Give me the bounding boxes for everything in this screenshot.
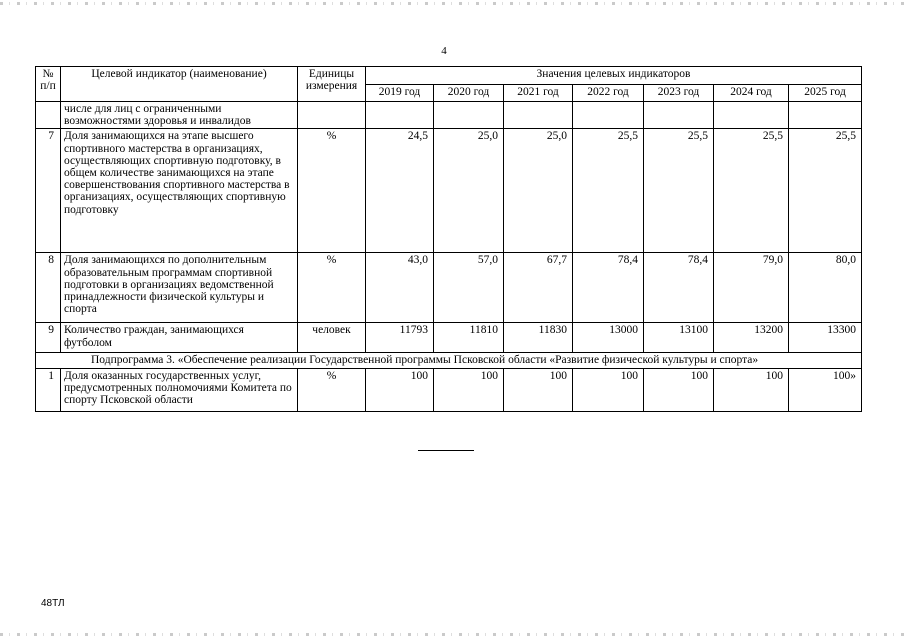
header-values-group: Значения целевых индикаторов: [366, 67, 862, 85]
row-value: 100: [504, 368, 573, 411]
row-unit: человек: [298, 323, 366, 353]
row-no: 8: [36, 253, 61, 323]
document-code: 48ТЛ: [41, 598, 65, 609]
row-value: [644, 102, 714, 129]
row-value: 80,0: [789, 253, 862, 323]
header-unit: Единицы измерения: [298, 67, 366, 102]
row-unit: %: [298, 253, 366, 323]
header-year: 2025 год: [789, 85, 862, 102]
row-value: 24,5: [366, 129, 434, 253]
table-row: [36, 253, 862, 323]
table-row: [36, 323, 862, 353]
row-value: 13100: [644, 323, 714, 353]
row-value: 78,4: [573, 253, 644, 323]
table-row: [36, 129, 862, 253]
row-value: 78,4: [644, 253, 714, 323]
row-value: 100: [714, 368, 789, 411]
row-value: 25,5: [644, 129, 714, 253]
row-value: [434, 102, 504, 129]
row-value: 11830: [504, 323, 573, 353]
header-no: № п/п: [36, 67, 61, 102]
row-name: Доля оказанных государственных услуг, предусмотренных полномочиями Комитета по спорту Псковской области: [61, 368, 298, 411]
row-value: [366, 102, 434, 129]
row-value: 25,5: [789, 129, 862, 253]
row-value: 13000: [573, 323, 644, 353]
header-year: 2020 год: [434, 85, 504, 102]
row-name: Доля занимающихся по дополнительным образовательным программам спортивной подготовки в организациях ведомственной принадлежности физической культуры и спорта: [61, 253, 298, 323]
row-value: 25,0: [434, 129, 504, 253]
row-value: 100: [644, 368, 714, 411]
row-value: 13200: [714, 323, 789, 353]
subprogram-row: [36, 353, 862, 368]
table-row: [36, 368, 862, 411]
footer-divider: [418, 450, 474, 451]
row-value: 100: [366, 368, 434, 411]
scan-edge-bottom: [0, 633, 905, 636]
row-value: [573, 102, 644, 129]
header-year: 2024 год: [714, 85, 789, 102]
row-value: 67,7: [504, 253, 573, 323]
table-row: [36, 102, 862, 129]
row-value: 11793: [366, 323, 434, 353]
scan-edge-top: [0, 2, 905, 5]
row-no: 9: [36, 323, 61, 353]
header-year: 2021 год: [504, 85, 573, 102]
row-value: 100»: [789, 368, 862, 411]
row-no: 1: [36, 368, 61, 411]
row-value: 25,5: [573, 129, 644, 253]
row-name: числе для лиц с ограниченными возможностями здоровья и инвалидов: [61, 102, 298, 129]
header-year: 2019 год: [366, 85, 434, 102]
row-name: Доля занимающихся на этапе высшего спортивного мастерства в организациях, осуществляющих спортивную подготовку, в общем количестве занимающихся на этапе совершенствования спортивного мастерства в организациях, осуществляющих спортивную подготовку: [61, 129, 298, 253]
page-number: 4: [441, 45, 447, 57]
row-value: 43,0: [366, 253, 434, 323]
row-unit: %: [298, 129, 366, 253]
row-value: 79,0: [714, 253, 789, 323]
row-no: 7: [36, 129, 61, 253]
row-unit: [298, 102, 366, 129]
row-value: 57,0: [434, 253, 504, 323]
header-indicator: Целевой индикатор (наименование): [61, 67, 298, 102]
indicators-table: [35, 66, 862, 412]
row-value: [714, 102, 789, 129]
row-value: [789, 102, 862, 129]
subprogram-title: Подпрограмма 3. «Обеспечение реализации Государственной программы Псковской области «Развитие физической культуры и спорта»: [36, 353, 862, 368]
row-value: 11810: [434, 323, 504, 353]
row-unit: %: [298, 368, 366, 411]
row-value: 25,0: [504, 129, 573, 253]
row-value: 25,5: [714, 129, 789, 253]
row-value: [504, 102, 573, 129]
row-value: 100: [434, 368, 504, 411]
header-year: 2022 год: [573, 85, 644, 102]
row-value: 13300: [789, 323, 862, 353]
header-year: 2023 год: [644, 85, 714, 102]
row-name: Количество граждан, занимающихся футболом: [61, 323, 298, 353]
row-value: 100: [573, 368, 644, 411]
row-no: [36, 102, 61, 129]
